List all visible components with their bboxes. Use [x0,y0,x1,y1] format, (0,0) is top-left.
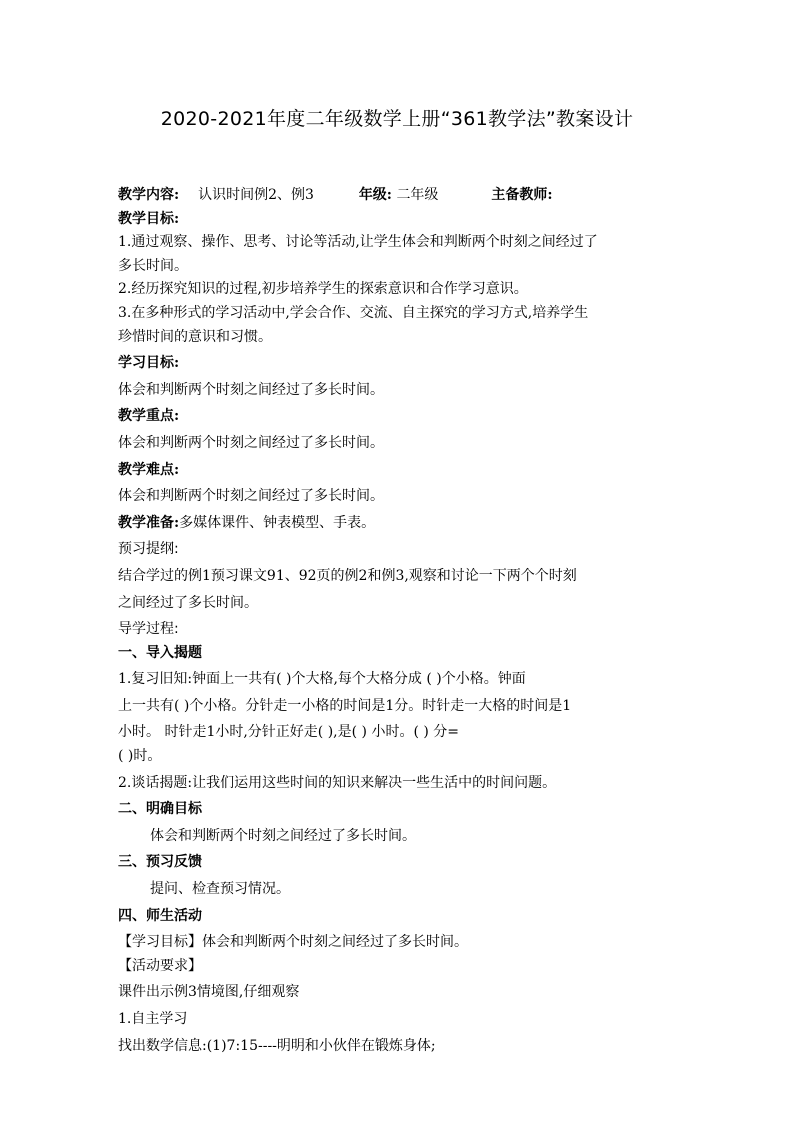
content-value: 认识时间例2、例3 [198,187,314,203]
content-label: 教学内容: [118,187,180,203]
objective-line: 多长时间。 [118,257,188,274]
objective-line: 3.在多种形式的学习活动中,学会合作、交流、自主探究的学习方式,培养学生 [118,304,589,321]
section-line: 1.复习旧知:钟面上一共有( )个大格,每个大格分成 ( )个小格。钟面 [118,671,526,688]
section-line: 【学习目标】体会和判断两个时刻之间经过了多长时间。 [118,934,468,951]
document-title: 2020-2021年度二年级数学上册“361教学法”教案设计 [160,108,634,130]
section-line: 1.自主学习 [118,1011,188,1027]
objectives-heading: 教学目标: [118,210,180,227]
objective-line: 1.通过观察、操作、思考、讨论等活动,让学生体会和判断两个时刻之间经过了 [118,234,598,251]
difficulty-heading: 教学难点: [118,461,180,478]
difficulty-text: 体会和判断两个时刻之间经过了多长时间。 [118,488,384,505]
section-line: 找出数学信息:(1)7:15----明明和小伙伴在锻炼身体; [118,1037,436,1054]
section-line: 提问、检查预习情况。 [150,881,290,898]
section-heading: 四、师生活动 [118,907,202,924]
section-line: ( )时。 [118,748,162,765]
meta-line [118,184,683,208]
learning-goal-heading: 学习目标: [118,355,180,372]
section-line: 【活动要求】 [118,957,202,974]
section-line: 小时。 时针走1小时,分针正好走( ),是( ) 小时。( ) 分= [118,724,460,741]
preview-line: 之间经过了多长时间。 [118,594,258,611]
section-line: 课件出示例3情境图,仔细观察 [118,984,300,1001]
learning-goal-text: 体会和判断两个时刻之间经过了多长时间。 [118,381,384,398]
teacher-label: 主备教师: [491,187,553,203]
process-heading: 导学过程: [118,621,179,638]
section-line: 体会和判断两个时刻之间经过了多长时间。 [150,827,416,844]
key-point-heading: 教学重点: [118,408,180,425]
grade-label: 年级: [358,187,392,203]
preparation-label: 教学准备: [118,514,180,531]
key-point-text: 体会和判断两个时刻之间经过了多长时间。 [118,434,384,451]
preview-heading: 预习提纲: [118,541,179,558]
section-line: 上一共有( )个小格。分针走一小格的时间是1分。时针走一大格的时间是1 [118,697,572,714]
grade-value: 二年级 [396,187,439,203]
objective-line: 2.经历探究知识的过程,初步培养学生的探索意识和合作学习意识。 [118,281,528,298]
preview-line: 结合学过的例1预习课文91、92页的例2和例3,观察和讨论一下两个个时刻 [118,567,577,584]
document-body [118,184,683,1058]
preparation-line [118,512,683,536]
section-heading: 一、导入揭题 [118,644,202,661]
section-heading: 二、明确目标 [118,801,202,818]
section-heading: 三、预习反馈 [118,854,202,871]
objective-line: 珍惜时间的意识和习惯。 [118,328,272,345]
preparation-text: 多媒体课件、钟表模型、手表。 [179,514,376,531]
section-line: 2.谈话揭题:让我们运用这些时间的知识来解决一些生活中的时间问题。 [118,774,557,791]
